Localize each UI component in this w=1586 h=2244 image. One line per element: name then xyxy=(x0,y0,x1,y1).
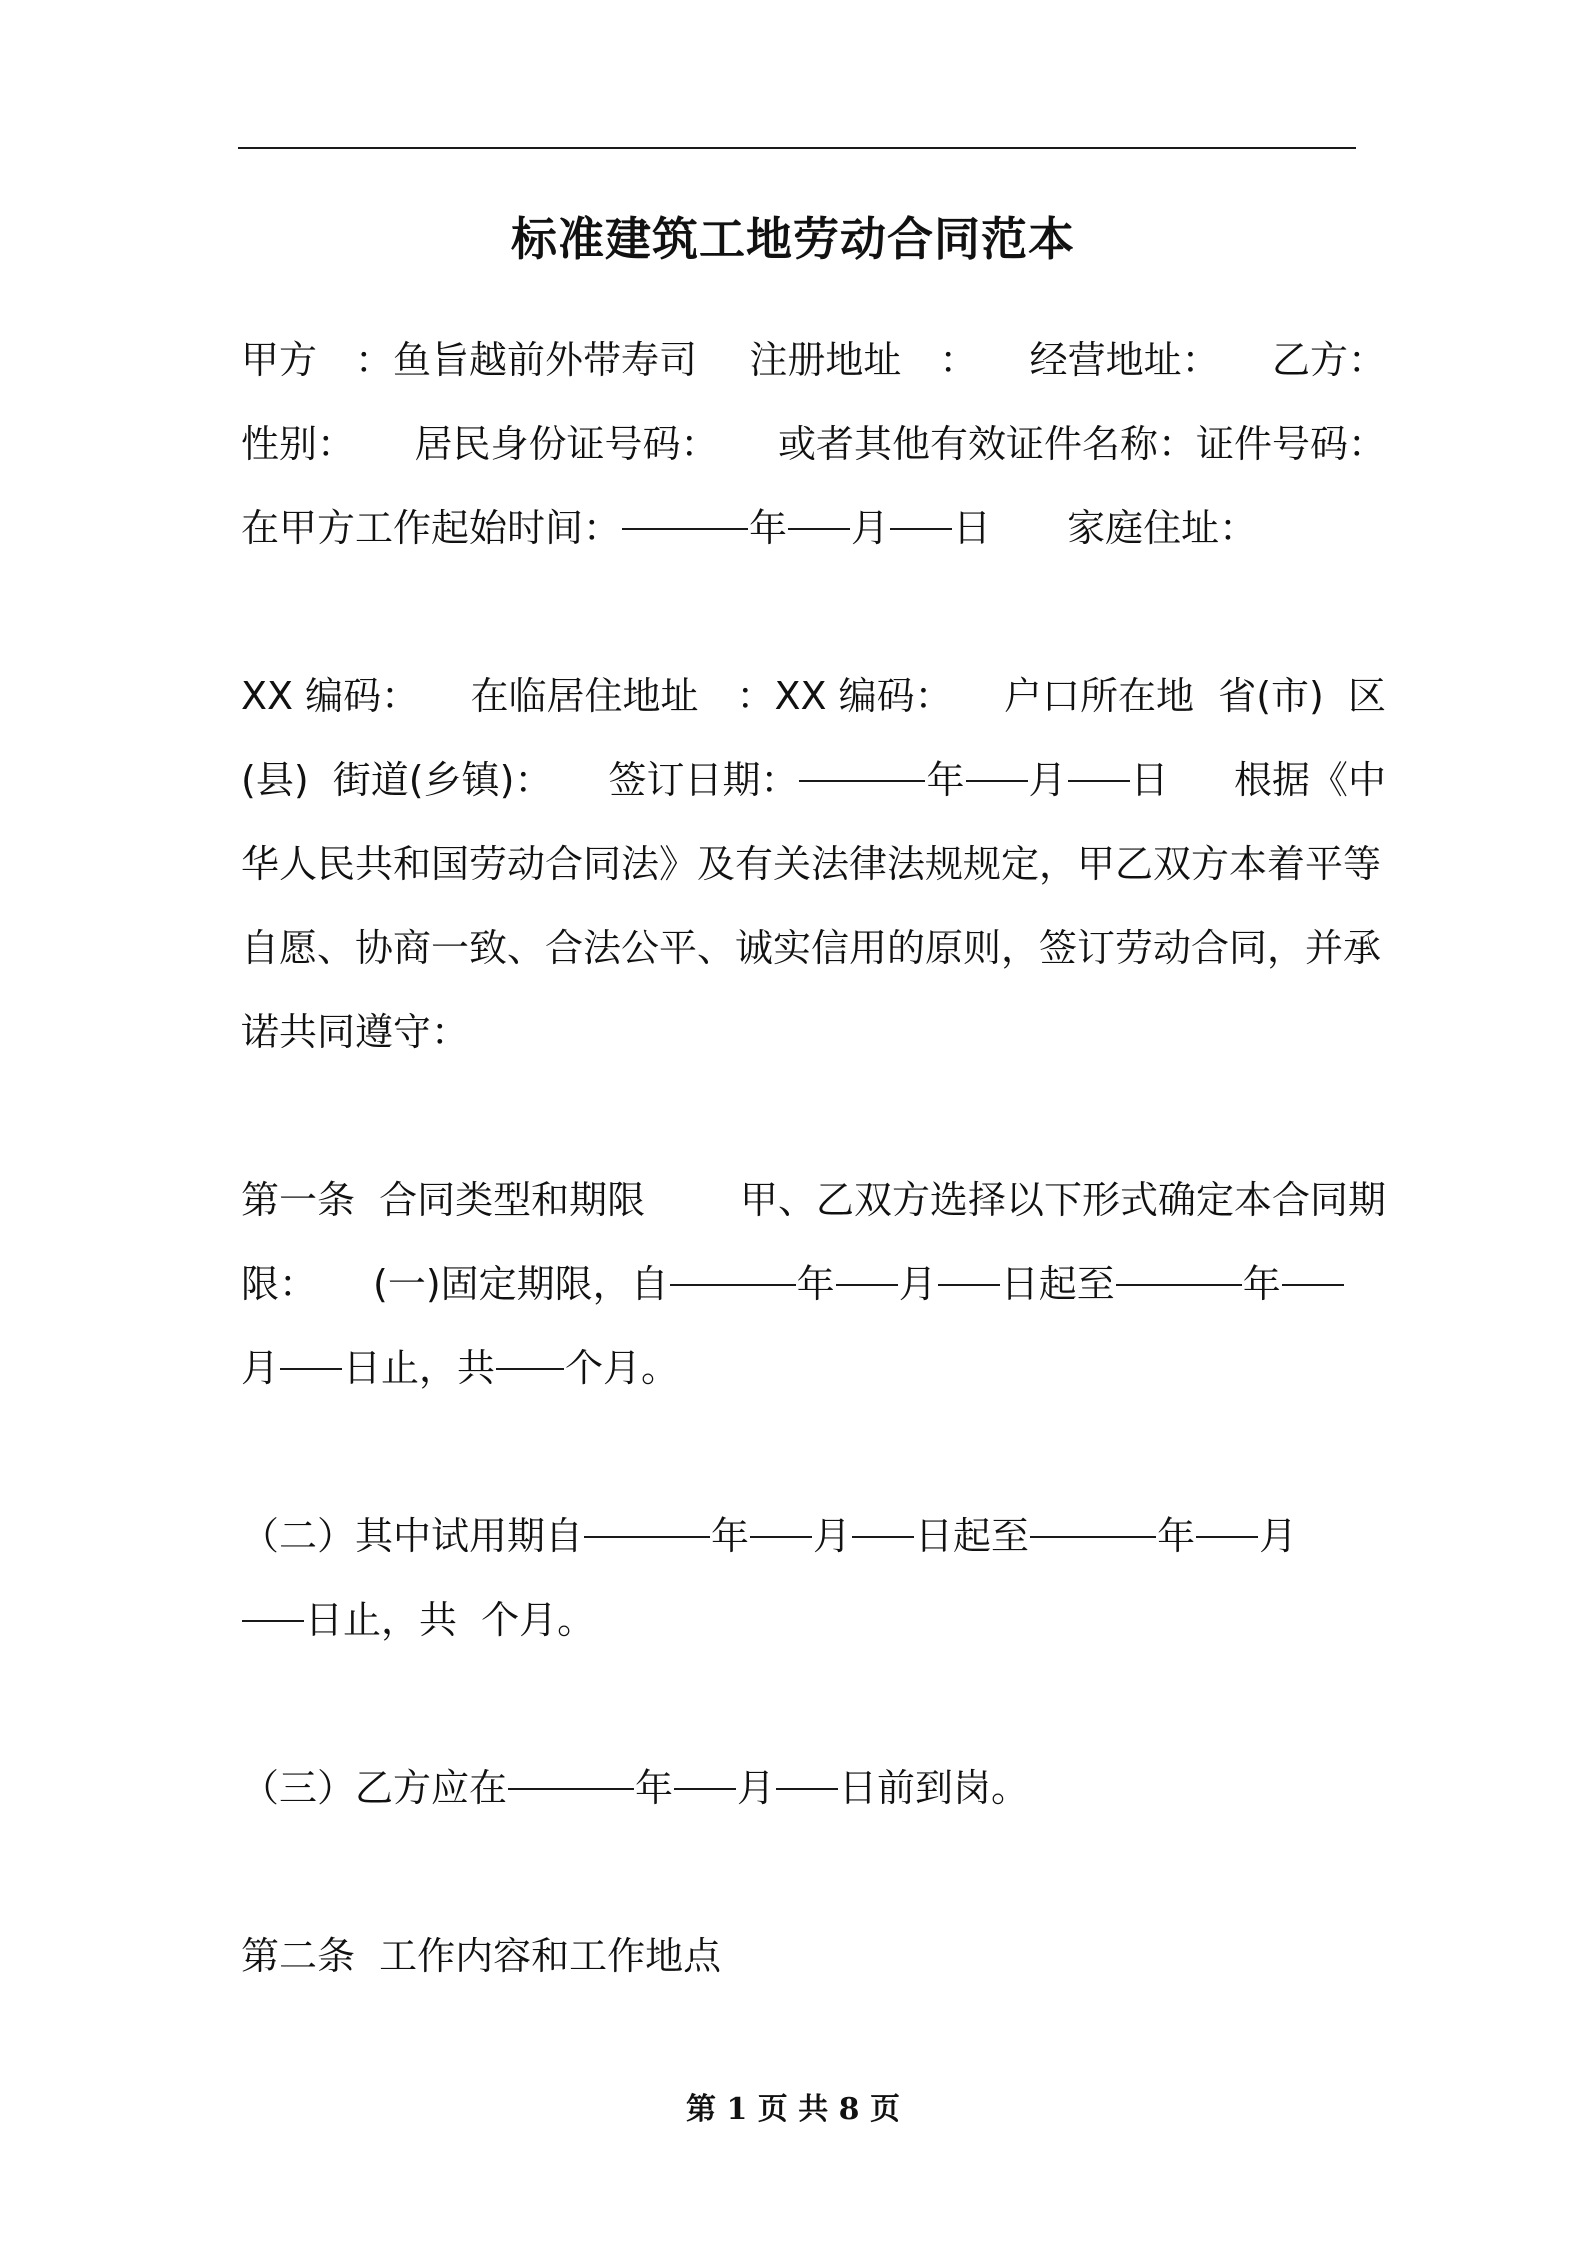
day-blank xyxy=(1068,750,1130,782)
article-one-title: 第一条 合同类型和期限 xyxy=(241,1178,646,1222)
month-label: 月 xyxy=(851,506,890,550)
year-blank xyxy=(508,1758,634,1790)
legal-basis-text: 华人民共和国劳动合同法》及有关法律法规规定，甲乙双方本着平等 xyxy=(241,842,1382,886)
year-blank xyxy=(622,498,748,530)
month-label: 月 xyxy=(813,1514,852,1558)
postcode-label: XX 编码： xyxy=(241,674,420,718)
until-total-label: 日止，共 xyxy=(343,1346,496,1390)
year-label: 年 xyxy=(749,506,788,550)
year-label: 年 xyxy=(635,1766,674,1810)
month-label: 月 xyxy=(1028,758,1067,802)
spacer xyxy=(991,498,1067,558)
day-label: 日 xyxy=(1130,758,1169,802)
day-blank xyxy=(890,498,952,530)
party-info-line xyxy=(241,330,1386,390)
day-blank xyxy=(776,1758,838,1790)
day-label: 日 xyxy=(953,506,992,550)
spacer xyxy=(552,750,608,810)
paragraph-line xyxy=(241,834,1386,894)
month-label: 月 xyxy=(898,1262,937,1306)
year-label: 年 xyxy=(1242,1262,1281,1306)
month-blank xyxy=(674,1758,736,1790)
report-date-line xyxy=(241,1758,1386,1818)
business-address-label: 经营地址： xyxy=(1029,338,1220,382)
paragraph-line xyxy=(241,1002,1386,1062)
home-address-label: 家庭住址： xyxy=(1067,506,1258,550)
year-blank xyxy=(584,1506,710,1538)
party-b-label: 乙方： xyxy=(1271,338,1386,382)
document-title: 标准建筑工地劳动合同范本 xyxy=(511,212,1075,266)
day-blank xyxy=(938,1254,1000,1286)
from-label: 日起至 xyxy=(915,1514,1030,1558)
fixed-term-line xyxy=(241,1254,1386,1314)
page-number-footer: 第 1 页 共 8 页 xyxy=(686,2092,900,2127)
legal-basis-start: 根据《中 xyxy=(1233,758,1386,802)
month-label: 月 xyxy=(1259,1514,1298,1558)
month-blank xyxy=(788,498,850,530)
day-blank xyxy=(280,1338,342,1370)
id-number-label: 居民身份证号码： xyxy=(414,422,719,466)
day-blank xyxy=(852,1506,914,1538)
fixed-term-label: (一)固定期限，自 xyxy=(373,1262,669,1306)
gender-label: 性别： xyxy=(241,422,356,466)
month-label: 月 xyxy=(737,1766,776,1810)
county-street-label: (县) 街道(乡镇)： xyxy=(241,758,553,802)
probation-line xyxy=(241,1506,1386,1566)
probation-end-line xyxy=(241,1590,1386,1650)
identity-line xyxy=(241,414,1386,474)
principles-text: 自愿、协商一致、合法公平、诚实信用的原则，签订劳动合同，并承 xyxy=(241,926,1382,970)
month-blank xyxy=(966,750,1028,782)
start-date-line xyxy=(241,498,1386,558)
spacer xyxy=(1169,750,1234,810)
probation-label: （二）其中试用期自 xyxy=(241,1514,584,1558)
year-blank xyxy=(670,1254,796,1286)
probation-end-label: 日止，共 个月。 xyxy=(305,1598,596,1642)
residence-line xyxy=(241,666,1386,726)
year-blank xyxy=(1116,1254,1242,1286)
hukou-label: 户口所在地 省(市) 区 xyxy=(1004,674,1386,718)
article-one-intro: 甲、乙双方选择以下形式确定本合同期 xyxy=(739,1178,1386,1222)
report-end-label: 日前到岗。 xyxy=(839,1766,1030,1810)
term-label: 限： xyxy=(241,1262,318,1306)
year-label: 年 xyxy=(926,758,965,802)
month-blank xyxy=(836,1254,898,1286)
article-one-heading-line xyxy=(241,1170,1386,1230)
spacer xyxy=(317,1254,373,1314)
party-a-label: 甲方 ：鱼旨越前外带寿司 xyxy=(241,338,698,382)
signing-date-line xyxy=(241,750,1386,810)
from-label: 日起至 xyxy=(1000,1262,1115,1306)
year-label: 年 xyxy=(1157,1514,1196,1558)
year-blank xyxy=(1030,1506,1156,1538)
fixed-term-end-line xyxy=(241,1338,1386,1398)
signing-date-label: 签订日期： xyxy=(608,758,799,802)
year-label: 年 xyxy=(796,1262,835,1306)
month-blank xyxy=(1196,1506,1258,1538)
header-rule xyxy=(238,147,1356,149)
temp-address-label: 在临居住地址 ：XX 编码： xyxy=(470,674,953,718)
report-label: （三）乙方应在 xyxy=(241,1766,508,1810)
months-label: 个月。 xyxy=(565,1346,680,1390)
year-label: 年 xyxy=(711,1514,750,1558)
month-label: 月 xyxy=(241,1346,280,1390)
commitment-text: 诺共同遵守： xyxy=(241,1010,470,1054)
months-blank xyxy=(496,1338,564,1370)
article-two-title: 第二条 工作内容和工作地点 xyxy=(241,1934,722,1978)
article-two-heading-line xyxy=(241,1926,1386,1986)
year-blank xyxy=(799,750,925,782)
month-blank xyxy=(1282,1254,1344,1286)
start-date-label: 在甲方工作起始时间： xyxy=(241,506,622,550)
month-blank xyxy=(750,1506,812,1538)
day-blank xyxy=(242,1590,304,1622)
registered-address-label: 注册地址 ： xyxy=(749,338,978,382)
paragraph-line xyxy=(241,918,1386,978)
other-id-label: 或者其他有效证件名称：证件号码： xyxy=(777,422,1386,466)
